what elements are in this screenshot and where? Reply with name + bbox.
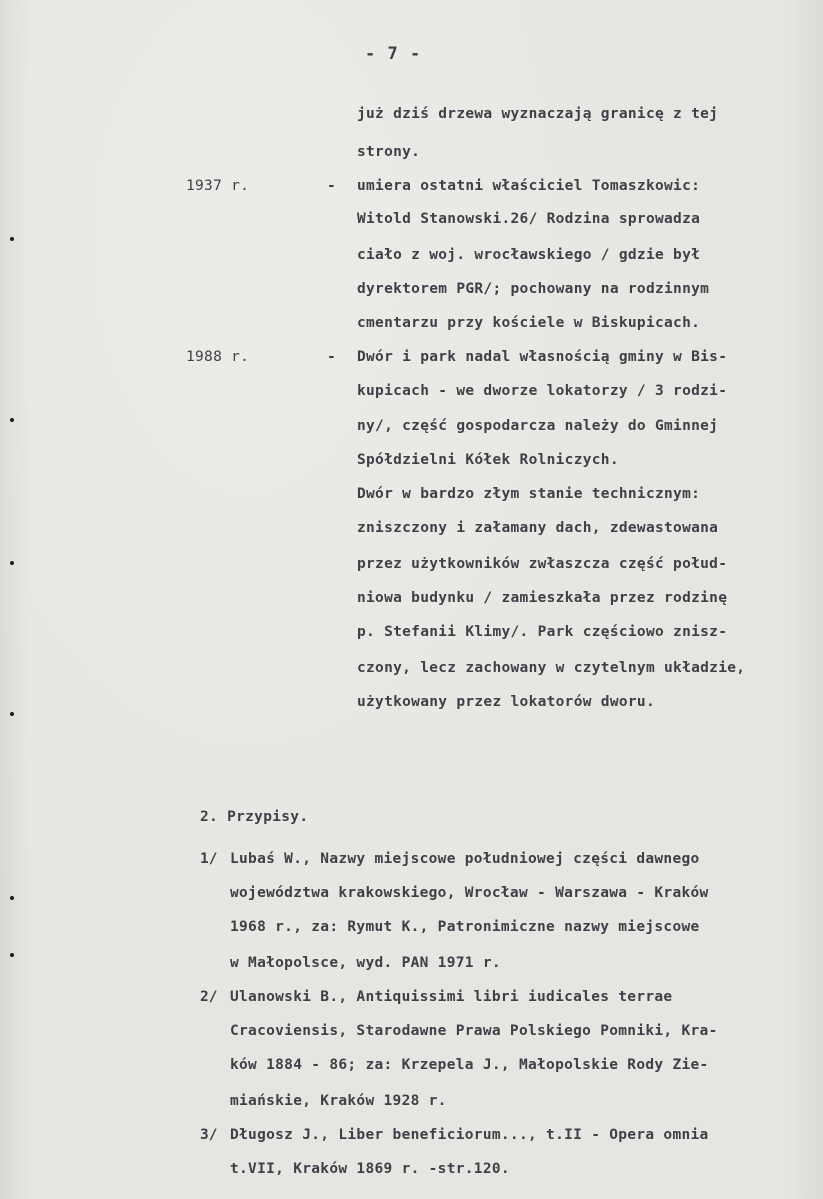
footnote-line: Lubaś W., Nazwy miejscowe południowej części dawnego: [230, 851, 700, 867]
footnote-number: 1/: [200, 851, 218, 867]
footnote-line: t.VII, Kraków 1869 r. -str.120.: [230, 1161, 510, 1177]
footnote-line: w Małopolsce, wyd. PAN 1971 r.: [230, 955, 501, 971]
binder-hole-mark: [10, 712, 14, 716]
entry-dash: -: [327, 178, 336, 194]
text-line: Spółdzielni Kółek Rolniczych.: [357, 452, 619, 468]
binder-hole-mark: [10, 237, 14, 241]
text-line: kupicach - we dworze lokatorzy / 3 rodzi-: [357, 383, 728, 399]
text-line: umiera ostatni właściciel Tomaszkowic:: [357, 178, 701, 194]
text-line: czony, lecz zachowany w czytelnym układzie,: [357, 660, 746, 676]
text-line: dyrektorem PGR/; pochowany na rodzinnym: [357, 281, 710, 297]
text-line: cmentarzu przy kościele w Biskupicach.: [357, 315, 701, 331]
text-line: Dwór i park nadal własnością gminy w Bis-: [357, 349, 728, 365]
text-line: ciało z woj. wrocławskiego / gdzie był: [357, 247, 701, 263]
binder-hole-mark: [10, 418, 14, 422]
text-line: niowa budynku / zamieszkała przez rodzinę: [357, 590, 728, 606]
text-line: zniszczony i załamany dach, zdewastowana: [357, 520, 719, 536]
binder-hole-mark: [10, 561, 14, 565]
entry-year: 1988 r.: [186, 349, 250, 365]
binder-hole-mark: [10, 896, 14, 900]
entry-year: 1937 r.: [186, 178, 250, 194]
footnote-number: 3/: [200, 1127, 218, 1143]
page-number: - 7 -: [365, 44, 422, 64]
text-line: przez użytkowników zwłaszcza część połud-: [357, 556, 728, 572]
entry-dash: -: [327, 349, 336, 365]
section-heading-footnotes: 2. Przypisy.: [200, 809, 309, 825]
text-line: Dwór w bardzo złym stanie technicznym:: [357, 486, 701, 502]
text-line: Witold Stanowski.26/ Rodzina sprowadza: [357, 211, 701, 227]
text-line: p. Stefanii Klimy/. Park częściowo znisz-: [357, 624, 728, 640]
text-line: strony.: [357, 144, 421, 160]
binder-hole-mark: [10, 953, 14, 957]
footnote-line: miańskie, Kraków 1928 r.: [230, 1093, 447, 1109]
footnote-line: Długosz J., Liber beneficiorum..., t.II - Opera omnia: [230, 1127, 709, 1143]
footnote-line: województwa krakowskiego, Wrocław - Warszawa - Kraków: [230, 885, 709, 901]
footnote-line: ków 1884 - 86; za: Krzepela J., Małopolskie Rody Zie-: [230, 1057, 709, 1073]
text-line: ny/, część gospodarcza należy do Gminnej: [357, 418, 719, 434]
footnote-line: Ulanowski B., Antiquissimi libri iudicales terrae: [230, 989, 673, 1005]
footnote-number: 2/: [200, 989, 218, 1005]
footnote-line: 1968 r., za: Rymut K., Patronimiczne nazwy miejscowe: [230, 919, 700, 935]
footnote-line: Cracoviensis, Starodawne Prawa Polskiego Pomniki, Kra-: [230, 1023, 718, 1039]
text-line: użytkowany przez lokatorów dworu.: [357, 694, 655, 710]
text-line: już dziś drzewa wyznaczają granicę z tej: [357, 106, 719, 122]
